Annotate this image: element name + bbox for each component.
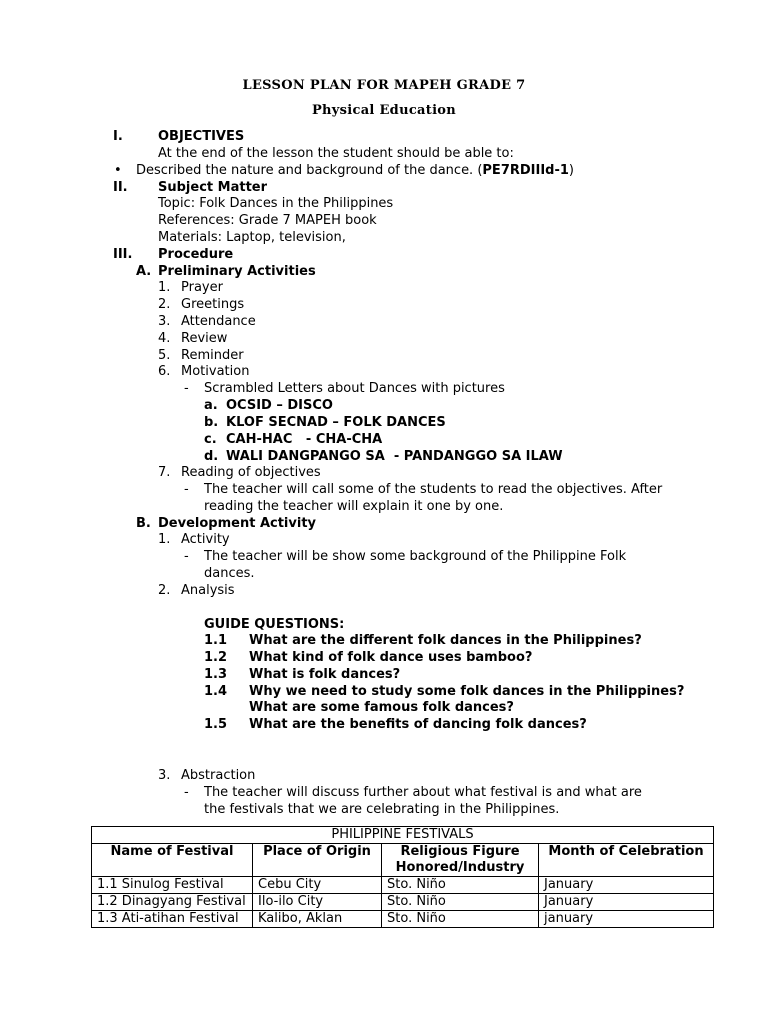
question-text: Why we need to study some folk dances in the Philippines? [249, 684, 685, 699]
question-number: 1.4 [204, 684, 228, 699]
preliminary-letter: A. [136, 264, 152, 279]
table-caption: PHILIPPINE FESTIVALS [92, 827, 714, 844]
activity-detail: The teacher will be show some background of the Philippine Folk [204, 549, 627, 564]
table-cell: Cebu City [253, 877, 382, 894]
development-letter: B. [136, 516, 151, 531]
bullet-icon: • [114, 163, 122, 178]
document-title: LESSON PLAN FOR MAPEH GRADE 7 [242, 78, 526, 93]
table-row [92, 877, 714, 894]
dash-marker: - [184, 549, 189, 564]
question-number: 1.2 [204, 650, 228, 665]
list-item-number: 3. [158, 314, 171, 329]
list-item-number: 1. [158, 280, 171, 295]
table-cell: Sto. Niño [382, 911, 539, 928]
procedure-numeral: III. [113, 247, 133, 262]
question-text: What are the benefits of dancing folk dances? [249, 717, 587, 732]
table-header-row [92, 844, 714, 877]
table-cell: Sto. Niño [382, 894, 539, 911]
table-cell: january [539, 911, 714, 928]
list-item: Abstraction [181, 768, 256, 783]
table-cell: January [539, 877, 714, 894]
list-item: Reminder [181, 348, 244, 363]
subject-numeral: II. [113, 180, 128, 195]
column-header: Place of Origin [253, 844, 382, 877]
procedure-heading: Procedure [158, 247, 234, 262]
table-row [92, 911, 714, 928]
competency-code: PE7RDIIId-1 [482, 163, 569, 178]
dash-marker: - [184, 482, 189, 497]
list-item-number: 2. [158, 297, 171, 312]
subject-heading: Subject Matter [158, 180, 268, 195]
reading-objectives-detail: The teacher will call some of the students to read the objectives. After [204, 482, 663, 497]
question-number: 1.1 [204, 633, 228, 648]
scrambled-letter: b. [204, 415, 219, 430]
subject-materials: Materials: Laptop, television, [158, 230, 346, 245]
column-header: Name of Festival [92, 844, 253, 877]
table-cell: January [539, 894, 714, 911]
list-item-number: 2. [158, 583, 171, 598]
objective-bullet-text: Described the nature and background of the dance. (PE7RDIIId-1) [136, 163, 574, 178]
abstraction-detail: The teacher will discuss further about what festival is and what are [204, 785, 642, 800]
activity-detail: dances. [204, 566, 255, 581]
dash-marker: - [184, 785, 189, 800]
column-header: Religious Figure Honored/Industry [382, 844, 539, 877]
list-item-number: 6. [158, 364, 171, 379]
table-cell: 1.2 Dinagyang Festival [92, 894, 253, 911]
reading-objectives-detail: reading the teacher will explain it one by one. [204, 499, 504, 514]
scrambled-item: WALI DANGPANGO SA - PANDANGGO SA ILAW [226, 449, 563, 464]
table-cell: 1.1 Sinulog Festival [92, 877, 253, 894]
table-cell: Kalibo, Aklan [253, 911, 382, 928]
list-item: Analysis [181, 583, 235, 598]
table-caption-row [92, 827, 714, 844]
list-item: Greetings [181, 297, 245, 312]
scrambled-item: OCSID – DISCO [226, 398, 333, 413]
dash-marker: - [184, 381, 189, 396]
table-cell: Ilo-ilo City [253, 894, 382, 911]
table-cell: Sto. Niño [382, 877, 539, 894]
table-cell: 1.3 Ati-atihan Festival [92, 911, 253, 928]
list-item-number: 3. [158, 768, 171, 783]
question-text: What kind of folk dance uses bamboo? [249, 650, 533, 665]
question-text: What are the different folk dances in the Philippines? [249, 633, 642, 648]
abstraction-detail: the festivals that we are celebrating in the Philippines. [204, 802, 560, 817]
development-heading: Development Activity [158, 516, 317, 531]
question-number: 1.5 [204, 717, 228, 732]
objectives-intro: At the end of the lesson the student should be able to: [158, 146, 514, 161]
list-item: Motivation [181, 364, 250, 379]
question-number: 1.3 [204, 667, 228, 682]
objectives-numeral: I. [113, 129, 123, 144]
subject-topic: Topic: Folk Dances in the Philippines [158, 196, 394, 211]
list-item-number: 7. [158, 465, 171, 480]
list-item: Attendance [181, 314, 256, 329]
list-item: Activity [181, 532, 230, 547]
scrambled-item: CAH-HAC - CHA-CHA [226, 432, 383, 447]
guide-questions-heading: GUIDE QUESTIONS: [204, 617, 345, 632]
question-text: What are some famous folk dances? [249, 700, 514, 715]
list-item: Review [181, 331, 228, 346]
table-row [92, 894, 714, 911]
scrambled-letter: c. [204, 432, 217, 447]
objectives-heading: OBJECTIVES [158, 129, 245, 144]
subject-references: References: Grade 7 MAPEH book [158, 213, 377, 228]
list-item: Reading of objectives [181, 465, 321, 480]
scrambled-letter: a. [204, 398, 218, 413]
scrambled-item: KLOF SECNAD – FOLK DANCES [226, 415, 446, 430]
scrambled-letter: d. [204, 449, 219, 464]
preliminary-heading: Preliminary Activities [158, 264, 316, 279]
column-header: Month of Celebration [539, 844, 714, 877]
list-item-number: 5. [158, 348, 171, 363]
document-subtitle: Physical Education [311, 103, 457, 118]
list-item: Prayer [181, 280, 223, 295]
question-text: What is folk dances? [249, 667, 401, 682]
festivals-table [91, 826, 714, 928]
list-item-number: 4. [158, 331, 171, 346]
motivation-description: Scrambled Letters about Dances with pictures [204, 381, 505, 396]
list-item-number: 1. [158, 532, 171, 547]
